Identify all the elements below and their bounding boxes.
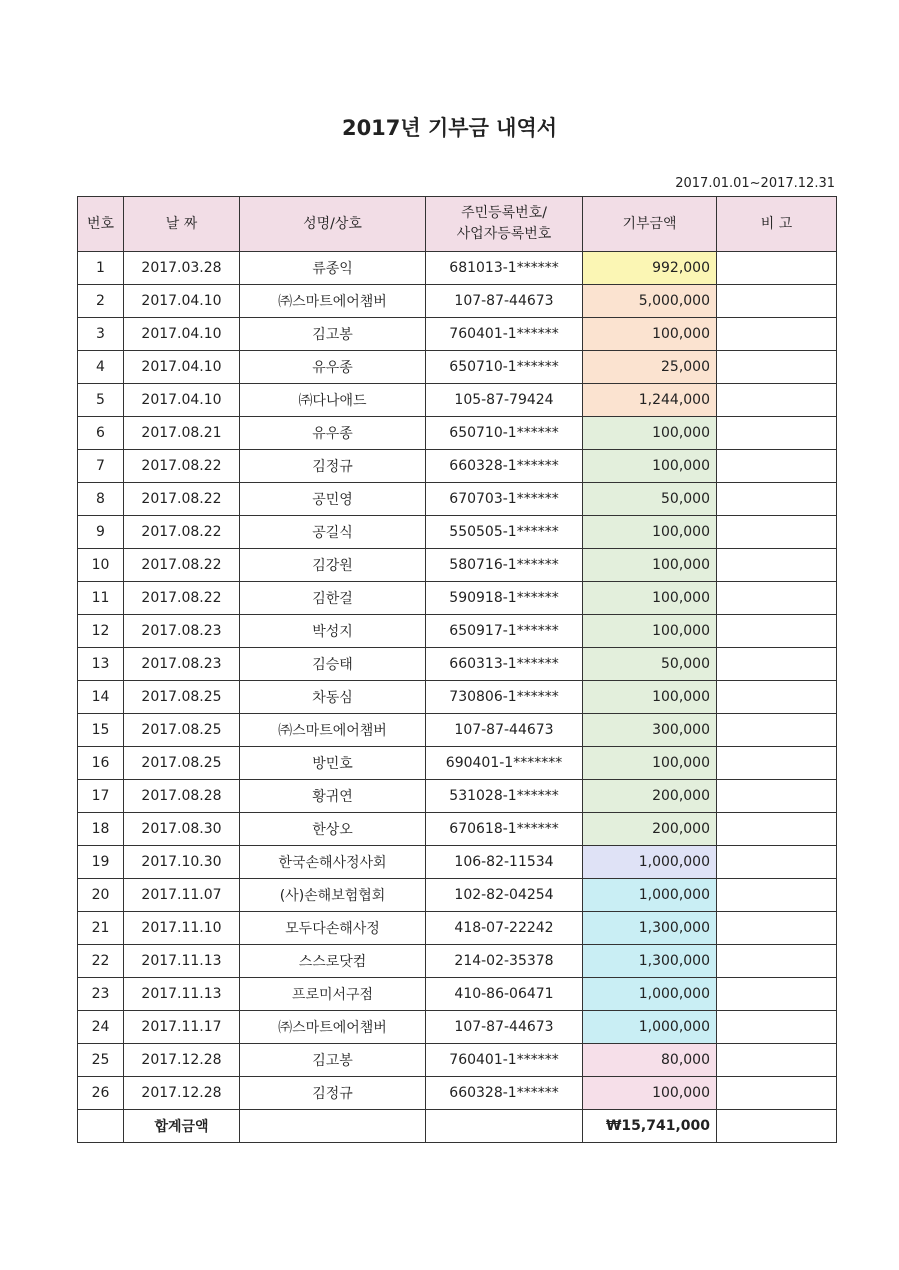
row-date: 2017.08.22 (124, 582, 240, 615)
row-amount: 100,000 (583, 516, 717, 549)
row-date: 2017.08.22 (124, 549, 240, 582)
row-number: 3 (78, 318, 124, 351)
row-amount: 100,000 (583, 747, 717, 780)
row-number: 9 (78, 516, 124, 549)
row-number: 20 (78, 879, 124, 912)
row-name: ㈜스마트에어챔버 (240, 1011, 426, 1044)
row-note (717, 648, 837, 681)
row-name: ㈜다나애드 (240, 384, 426, 417)
row-date: 2017.04.10 (124, 384, 240, 417)
row-registration-number: 107-87-44673 (426, 285, 583, 318)
header-id-line2: 사업자등록번호 (456, 226, 552, 242)
row-date: 2017.04.10 (124, 318, 240, 351)
table-row (78, 813, 837, 846)
row-registration-number: 580716-1****** (426, 549, 583, 582)
total-row (78, 1110, 837, 1143)
row-amount: 100,000 (583, 318, 717, 351)
row-registration-number: 660313-1****** (426, 648, 583, 681)
row-number: 15 (78, 714, 124, 747)
row-registration-number: 670703-1****** (426, 483, 583, 516)
total-number-cell (78, 1110, 124, 1143)
table-row (78, 1044, 837, 1077)
row-amount: 1,300,000 (583, 945, 717, 978)
total-label: 합계금액 (124, 1110, 240, 1143)
row-number: 14 (78, 681, 124, 714)
table-row (78, 483, 837, 516)
row-registration-number: 690401-1******* (426, 747, 583, 780)
row-amount: 1,000,000 (583, 1011, 717, 1044)
table-row (78, 714, 837, 747)
header-amount: 기부금액 (583, 197, 717, 252)
table-header-row (78, 197, 837, 252)
row-date: 2017.12.28 (124, 1044, 240, 1077)
table-row (78, 912, 837, 945)
row-note (717, 384, 837, 417)
row-note (717, 780, 837, 813)
row-amount: 1,000,000 (583, 846, 717, 879)
row-name: 김정규 (240, 450, 426, 483)
table-row (78, 747, 837, 780)
row-number: 2 (78, 285, 124, 318)
table-row (78, 384, 837, 417)
row-note (717, 1077, 837, 1110)
row-number: 19 (78, 846, 124, 879)
row-date: 2017.11.17 (124, 1011, 240, 1044)
table-row (78, 945, 837, 978)
row-note (717, 450, 837, 483)
table-row (78, 1077, 837, 1110)
row-amount: 50,000 (583, 483, 717, 516)
row-note (717, 813, 837, 846)
row-name: 김고봉 (240, 318, 426, 351)
row-name: 공민영 (240, 483, 426, 516)
row-amount: 50,000 (583, 648, 717, 681)
row-amount: 80,000 (583, 1044, 717, 1077)
row-amount: 1,000,000 (583, 978, 717, 1011)
table-row (78, 615, 837, 648)
row-date: 2017.04.10 (124, 351, 240, 384)
row-number: 10 (78, 549, 124, 582)
document-title: 2017년 기부금 내역서 (341, 116, 558, 140)
row-registration-number: 650710-1****** (426, 417, 583, 450)
row-registration-number: 418-07-22242 (426, 912, 583, 945)
row-date: 2017.08.25 (124, 714, 240, 747)
row-registration-number: 102-82-04254 (426, 879, 583, 912)
row-name: 김강원 (240, 549, 426, 582)
row-date: 2017.04.10 (124, 285, 240, 318)
row-note (717, 252, 837, 285)
row-registration-number: 730806-1****** (426, 681, 583, 714)
row-name: 프로미서구점 (240, 978, 426, 1011)
row-amount: 100,000 (583, 615, 717, 648)
row-name: 김한걸 (240, 582, 426, 615)
row-amount: 100,000 (583, 417, 717, 450)
row-number: 1 (78, 252, 124, 285)
row-date: 2017.11.13 (124, 945, 240, 978)
row-amount: 100,000 (583, 549, 717, 582)
row-number: 7 (78, 450, 124, 483)
row-name: 류종익 (240, 252, 426, 285)
row-note (717, 351, 837, 384)
row-note (717, 318, 837, 351)
total-amount: ₩15,741,000 (583, 1110, 717, 1143)
row-name: 방민호 (240, 747, 426, 780)
total-id-cell (426, 1110, 583, 1143)
row-number: 11 (78, 582, 124, 615)
row-date: 2017.08.28 (124, 780, 240, 813)
row-name: 유우종 (240, 351, 426, 384)
row-amount: 300,000 (583, 714, 717, 747)
row-registration-number: 681013-1****** (426, 252, 583, 285)
row-note (717, 549, 837, 582)
row-name: ㈜스마트에어챔버 (240, 285, 426, 318)
row-number: 26 (78, 1077, 124, 1110)
table-row (78, 318, 837, 351)
period-range: 2017.01.01~2017.12.31 (675, 176, 835, 191)
row-amount: 992,000 (583, 252, 717, 285)
row-amount: 100,000 (583, 1077, 717, 1110)
row-number: 23 (78, 978, 124, 1011)
row-number: 4 (78, 351, 124, 384)
table-row (78, 1011, 837, 1044)
row-note (717, 1044, 837, 1077)
row-amount: 100,000 (583, 582, 717, 615)
header-note: 비 고 (717, 197, 837, 252)
row-name: 공길식 (240, 516, 426, 549)
row-date: 2017.08.25 (124, 747, 240, 780)
row-date: 2017.08.30 (124, 813, 240, 846)
row-number: 5 (78, 384, 124, 417)
row-note (717, 285, 837, 318)
table-row (78, 252, 837, 285)
row-registration-number: 550505-1****** (426, 516, 583, 549)
row-registration-number: 660328-1****** (426, 450, 583, 483)
table-row (78, 516, 837, 549)
row-number: 6 (78, 417, 124, 450)
row-name: 김승태 (240, 648, 426, 681)
table-row (78, 681, 837, 714)
table-body (78, 252, 837, 1143)
row-amount: 1,300,000 (583, 912, 717, 945)
row-number: 25 (78, 1044, 124, 1077)
row-date: 2017.11.10 (124, 912, 240, 945)
row-registration-number: 410-86-06471 (426, 978, 583, 1011)
row-number: 17 (78, 780, 124, 813)
row-registration-number: 590918-1****** (426, 582, 583, 615)
row-amount: 5,000,000 (583, 285, 717, 318)
donation-table (77, 196, 837, 1143)
row-note (717, 681, 837, 714)
row-number: 12 (78, 615, 124, 648)
table-row (78, 450, 837, 483)
table-row (78, 582, 837, 615)
row-name: 유우종 (240, 417, 426, 450)
table-row (78, 780, 837, 813)
table-row (78, 879, 837, 912)
row-amount: 100,000 (583, 681, 717, 714)
row-date: 2017.03.28 (124, 252, 240, 285)
row-name: 김고봉 (240, 1044, 426, 1077)
row-note (717, 483, 837, 516)
table-row (78, 846, 837, 879)
row-date: 2017.08.22 (124, 516, 240, 549)
row-amount: 100,000 (583, 450, 717, 483)
row-registration-number: 760401-1****** (426, 318, 583, 351)
row-registration-number: 760401-1****** (426, 1044, 583, 1077)
row-number: 18 (78, 813, 124, 846)
row-name: 차동심 (240, 681, 426, 714)
header-name: 성명/상호 (240, 197, 426, 252)
row-note (717, 615, 837, 648)
row-name: (사)손해보험협회 (240, 879, 426, 912)
row-amount: 200,000 (583, 780, 717, 813)
row-name: 한국손해사정사회 (240, 846, 426, 879)
row-amount: 1,244,000 (583, 384, 717, 417)
row-date: 2017.08.22 (124, 450, 240, 483)
row-note (717, 582, 837, 615)
row-name: 모두다손해사정 (240, 912, 426, 945)
row-date: 2017.11.13 (124, 978, 240, 1011)
table-row (78, 417, 837, 450)
row-note (717, 846, 837, 879)
table-row (78, 648, 837, 681)
row-note (717, 714, 837, 747)
row-date: 2017.08.23 (124, 615, 240, 648)
row-registration-number: 105-87-79424 (426, 384, 583, 417)
total-name-cell (240, 1110, 426, 1143)
row-date: 2017.08.23 (124, 648, 240, 681)
row-date: 2017.10.30 (124, 846, 240, 879)
row-number: 16 (78, 747, 124, 780)
row-name: 김정규 (240, 1077, 426, 1110)
row-name: 황귀연 (240, 780, 426, 813)
row-registration-number: 106-82-11534 (426, 846, 583, 879)
row-name: 스스로닷컴 (240, 945, 426, 978)
row-note (717, 417, 837, 450)
row-number: 8 (78, 483, 124, 516)
row-note (717, 879, 837, 912)
row-name: 박성지 (240, 615, 426, 648)
header-registration-number (426, 197, 583, 252)
row-note (717, 747, 837, 780)
row-note (717, 945, 837, 978)
row-date: 2017.12.28 (124, 1077, 240, 1110)
table-row (78, 549, 837, 582)
row-note (717, 516, 837, 549)
row-registration-number: 650917-1****** (426, 615, 583, 648)
row-registration-number: 531028-1****** (426, 780, 583, 813)
row-registration-number: 650710-1****** (426, 351, 583, 384)
row-name: 한상오 (240, 813, 426, 846)
row-number: 21 (78, 912, 124, 945)
row-registration-number: 214-02-35378 (426, 945, 583, 978)
row-number: 13 (78, 648, 124, 681)
header-number: 번호 (78, 197, 124, 252)
row-amount: 200,000 (583, 813, 717, 846)
table-row (78, 351, 837, 384)
row-amount: 1,000,000 (583, 879, 717, 912)
total-note-cell (717, 1110, 837, 1143)
row-date: 2017.08.21 (124, 417, 240, 450)
row-amount: 25,000 (583, 351, 717, 384)
row-number: 24 (78, 1011, 124, 1044)
row-registration-number: 670618-1****** (426, 813, 583, 846)
row-date: 2017.11.07 (124, 879, 240, 912)
header-date: 날 짜 (124, 197, 240, 252)
row-registration-number: 107-87-44673 (426, 714, 583, 747)
table-row (78, 285, 837, 318)
row-note (717, 1011, 837, 1044)
row-date: 2017.08.25 (124, 681, 240, 714)
row-note (717, 978, 837, 1011)
row-name: ㈜스마트에어챔버 (240, 714, 426, 747)
header-id-line1: 주민등록번호/ (461, 205, 547, 221)
row-date: 2017.08.22 (124, 483, 240, 516)
row-registration-number: 107-87-44673 (426, 1011, 583, 1044)
row-registration-number: 660328-1****** (426, 1077, 583, 1110)
row-number: 22 (78, 945, 124, 978)
row-note (717, 912, 837, 945)
table-row (78, 978, 837, 1011)
